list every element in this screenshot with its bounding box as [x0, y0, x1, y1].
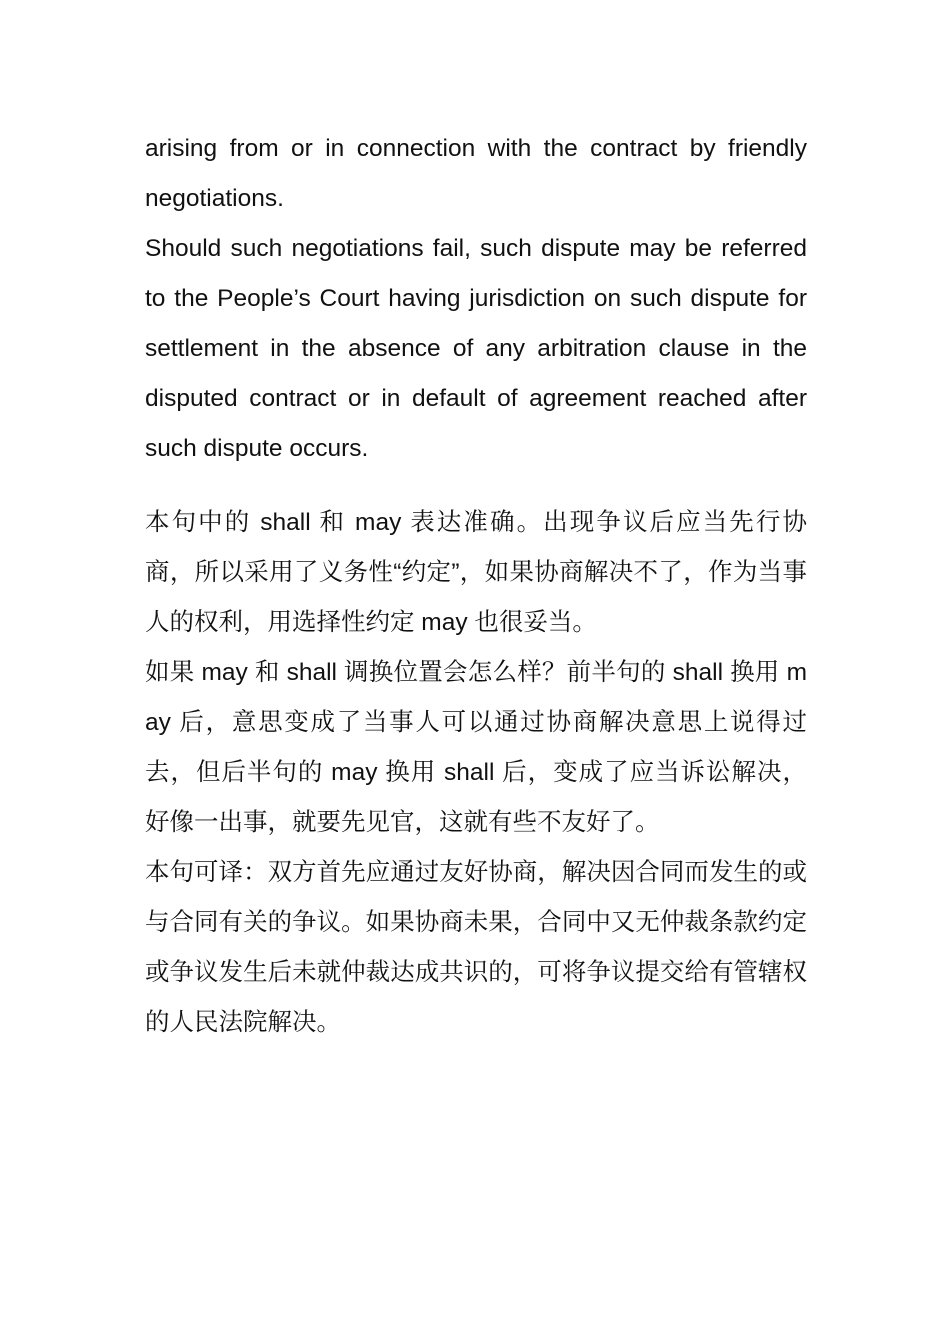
chinese-paragraph-3: 本句可译：双方首先应通过友好协商，解决因合同而发生的或与合同有关的争议。如果协商未果，合同中又无仲裁条款约定或争议发生后未就仲裁达成共识的，可将争议提交给有管辖权的人民法院解决。	[145, 859, 807, 1036]
english-paragraph-2: Should such negotiations fail, such dispute may be referred to the People’s Court having jurisdiction on such dispute for settlement in the absence of any arbitration clause in the disputed contract or in default of agreement reached after such dispute occurs.	[145, 235, 807, 462]
english-text-block	[145, 124, 807, 474]
document-body	[145, 124, 807, 1048]
chinese-paragraph-2: 如果 may 和 shall 调换位置会怎么样？前半句的 shall 换用 may 后，意思变成了当事人可以通过协商解决意思上说得过去，但后半句的 may 换用 shall 后，变成了应当诉讼解决，好像一出事，就要先见官，这就有些不友好了。	[145, 659, 807, 836]
chinese-text-block	[145, 498, 807, 1048]
chinese-paragraph-1: 本句中的 shall 和 may 表达准确。出现争议后应当先行协商，所以采用了义务性“约定”，如果协商解决不了，作为当事人的权利，用选择性约定 may 也很妥当。	[145, 509, 807, 636]
english-paragraph-1: arising from or in connection with the contract by friendly negotiations.	[145, 135, 807, 212]
